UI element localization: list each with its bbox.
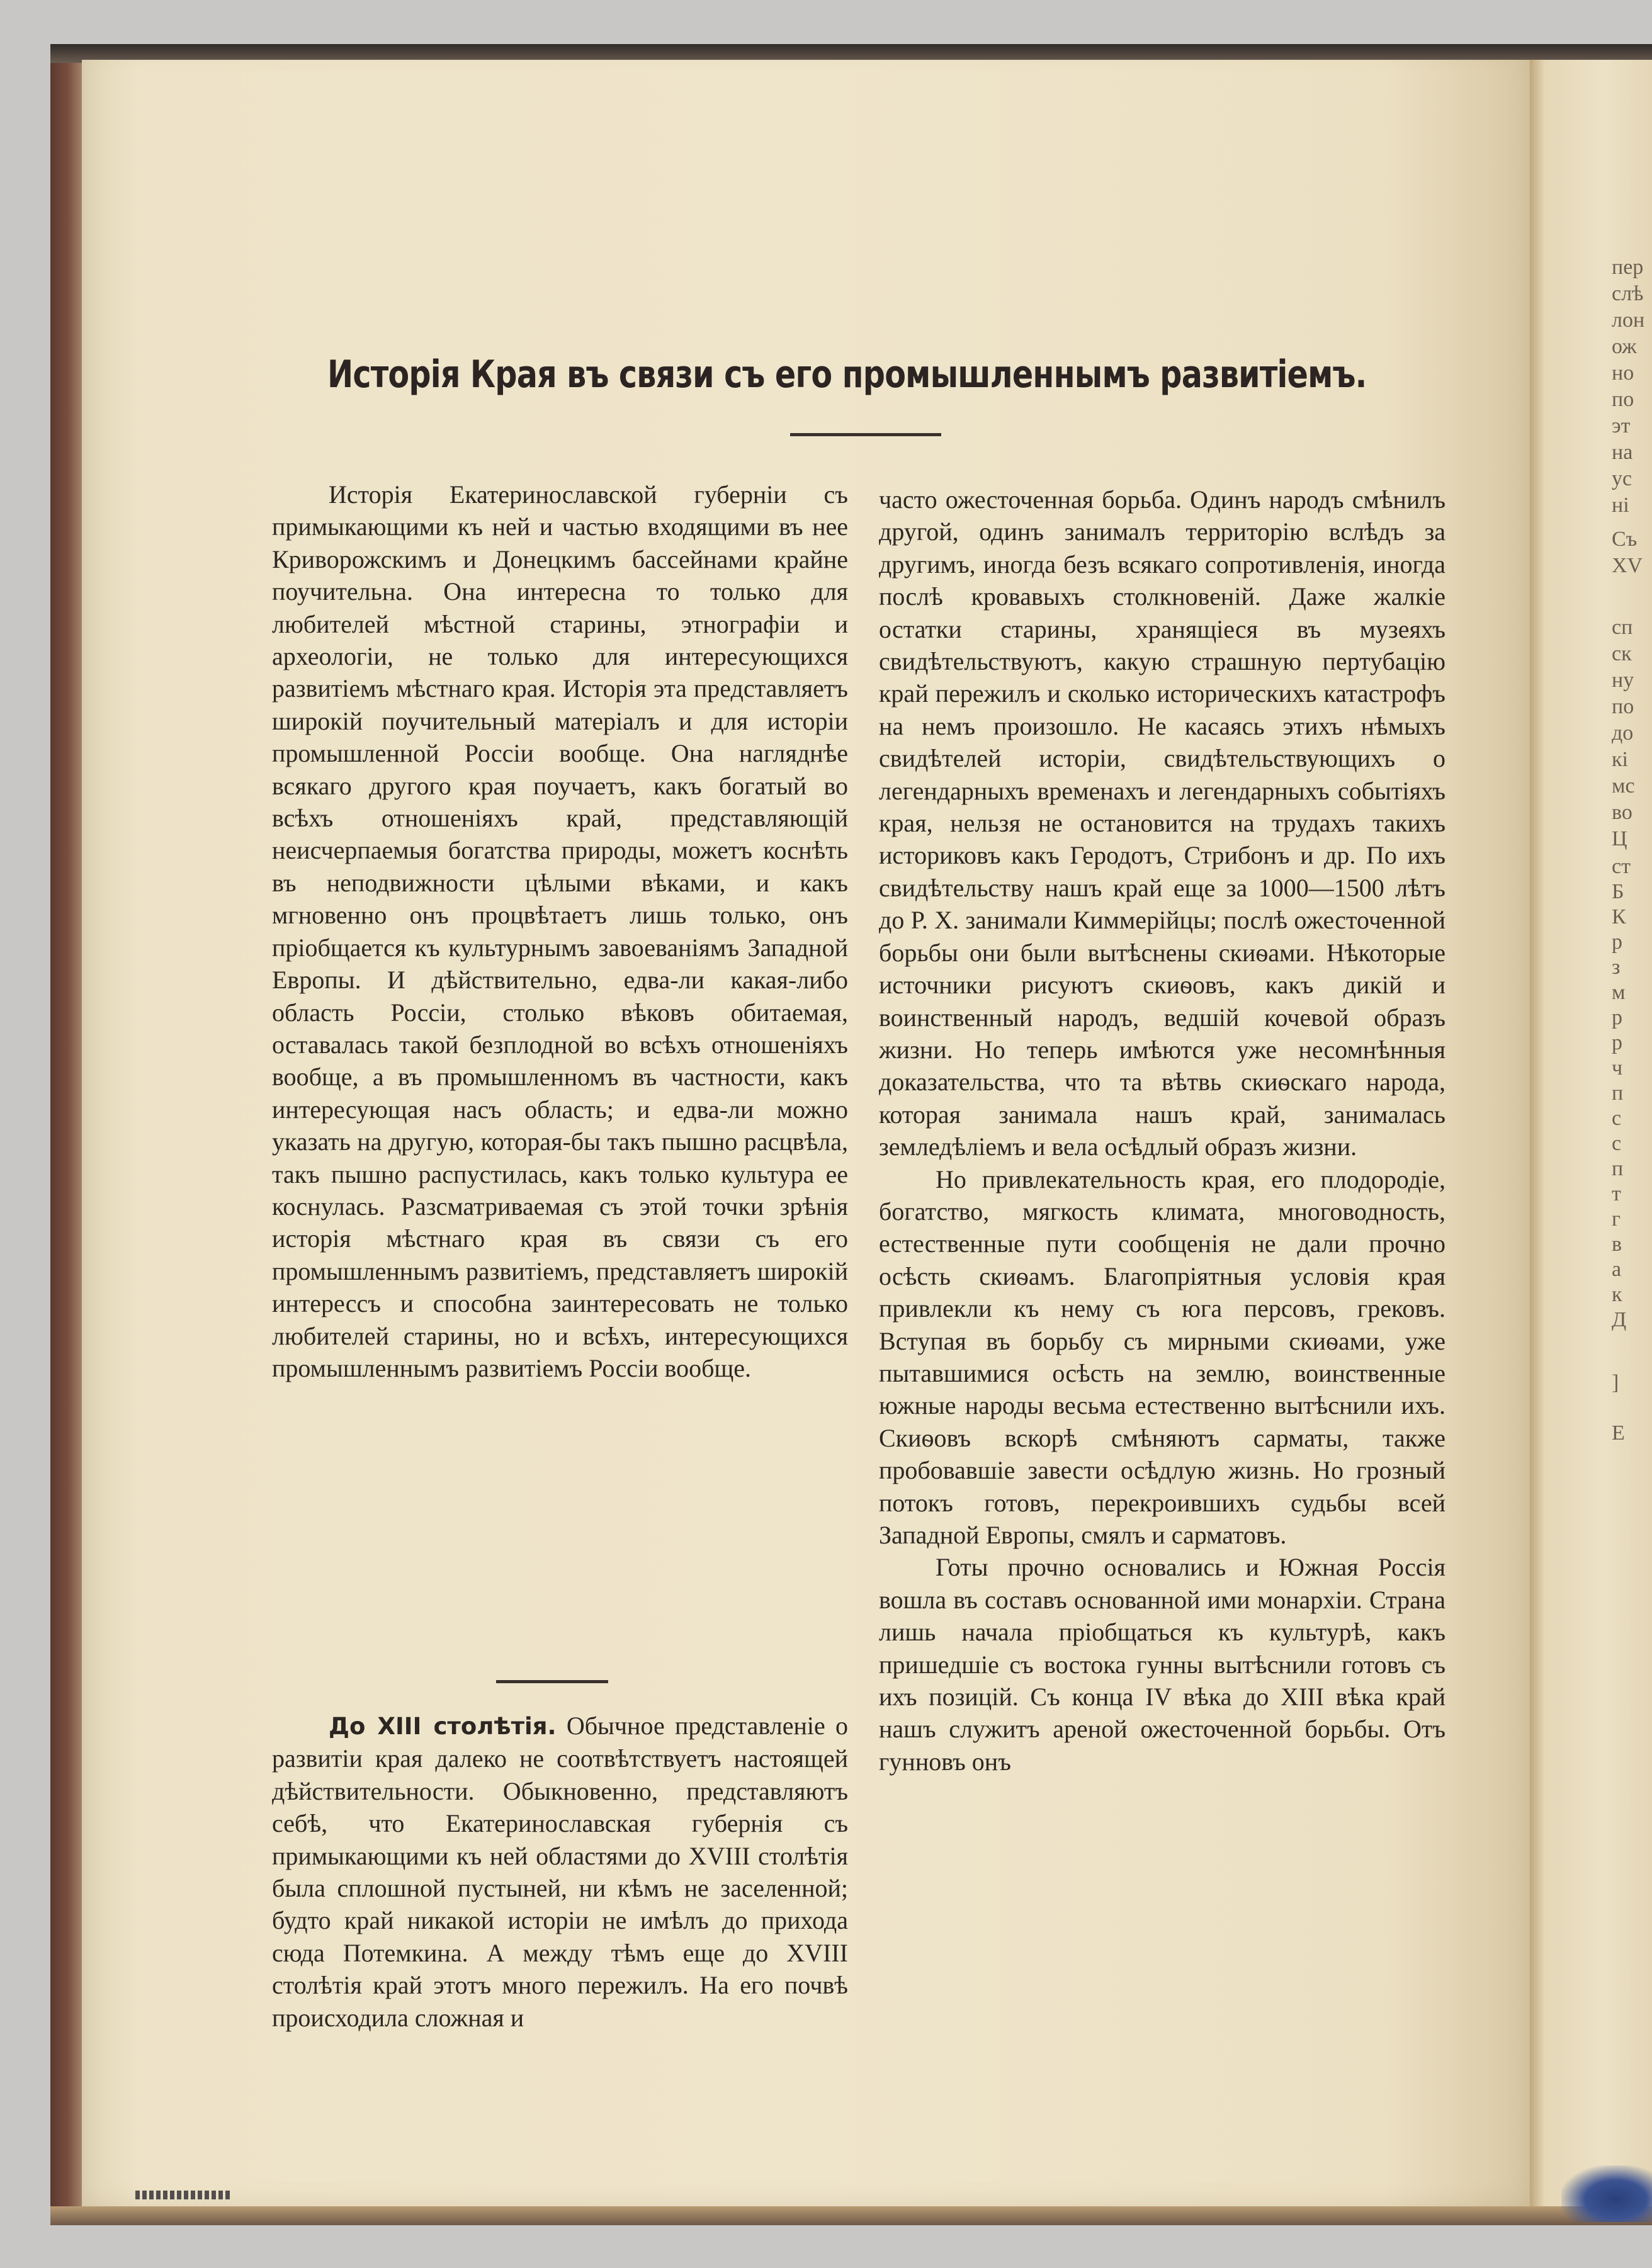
next-page-fragment: з xyxy=(1612,956,1621,979)
next-page-fragment: сп xyxy=(1612,616,1633,639)
next-page-fragment: ] xyxy=(1612,1371,1619,1394)
next-page-fragment: Д xyxy=(1612,1308,1627,1331)
next-page-fragment: слѣ xyxy=(1612,282,1644,305)
next-page-fragment: к xyxy=(1612,1283,1622,1306)
next-page-fragment: ну xyxy=(1612,669,1634,692)
next-page-fragment: до xyxy=(1612,721,1634,745)
right-paragraph-2: Но привлекательность края, его плодородіе, богатство, мягкость климата, многоводность, естественные пути сообщенія не дали прочно осѣсть скиѳамъ. Благопріятныя условія края привлекли къ нему съ юга персовъ, грековъ. Вступая въ борьбу съ мирными скиѳами, уже пытавшимися осѣсть на землю, воинственные южные народы весьма естественно вытѣснили ихъ. Скиѳовъ вскорѣ смѣняютъ сарматы, также пробовавшіе завести осѣдлую жизнь. Но грозный потокъ готовъ, перекроившихъ судьбы всей Западной Европы, смялъ и сарматовъ. xyxy=(879,1165,1445,1549)
next-page-fragment: мс xyxy=(1612,774,1635,798)
next-page-fragment: Е xyxy=(1612,1421,1625,1445)
right-paragraph-3: Готы прочно основались и Южная Россія вошла въ составъ основанной ими монархіи. Страна лишь начала пріобщаться къ культурѣ, какъ пришедшіе съ востока гунны вытѣснили готовъ съ ихъ позицій. Съ конца IV вѣка до XIII вѣка край нашъ служитъ ареной ожесточенной борьбы. Отъ гунновъ онъ xyxy=(879,1553,1445,1776)
next-page-fragment: ск xyxy=(1612,642,1632,665)
next-page-fragment: ус xyxy=(1612,467,1632,490)
next-page-fragment: р xyxy=(1612,930,1622,954)
next-page-fragment: г xyxy=(1612,1207,1621,1231)
next-page-fragment: К xyxy=(1612,905,1626,928)
next-page-fragment: по xyxy=(1612,388,1634,411)
next-page-fragment: на xyxy=(1612,441,1633,464)
next-page-fragment: ож xyxy=(1612,335,1637,358)
next-page-fragment: т xyxy=(1612,1182,1621,1205)
next-page-fragment: Съ xyxy=(1612,528,1638,551)
next-page-fragment: с xyxy=(1612,1132,1622,1155)
next-page-fragment: эт xyxy=(1612,414,1631,437)
next-page-fragment: п xyxy=(1612,1157,1624,1180)
next-page-fragment: ч xyxy=(1612,1056,1623,1080)
next-page-fragment: пер xyxy=(1612,256,1644,279)
next-page-fragment: с xyxy=(1612,1107,1622,1130)
next-page-fragment: XV xyxy=(1612,554,1643,577)
next-page-fragment: во xyxy=(1612,801,1632,824)
next-page-fragment: но xyxy=(1612,361,1634,385)
section-text: Обычное представленіе о развитіи края далеко не соотвѣтствуетъ настоящей дѣйствительности. Обыкновенно, представляютъ себѣ, что Екатеринославская губернія съ примыкающими къ ней областями до XVIII столѣтія была сплошной пустыней, ни кѣмъ не заселенной; будто край никакой исторіи не имѣлъ до прихода сюда Потемкина. А между тѣмъ еще до XVIII столѣтія край этотъ много пережилъ. На его почвѣ происходила сложная и xyxy=(272,1712,849,2032)
next-page-fragment: по xyxy=(1612,695,1634,718)
next-page-fragment: лон xyxy=(1612,308,1645,332)
next-page-edge xyxy=(1530,60,1652,2219)
column-left-top xyxy=(272,478,848,1384)
next-page-fragment: ні xyxy=(1612,494,1629,517)
next-page-fragment: ст xyxy=(1612,855,1631,878)
next-page-fragment: Ц xyxy=(1612,827,1627,850)
title-divider xyxy=(790,433,941,436)
article-title: Исторія Края въ связи съ его промышленнымъ развитіемъ. xyxy=(327,353,1367,397)
next-page-fragment: в xyxy=(1612,1233,1622,1256)
intro-paragraph: Исторія Екатеринославской губерніи съ примыкающими къ ней и частью входящими въ нее Криворожскимъ и Донецкимъ бассейнами крайне поучительна. Она интересна то только для любителей мѣстной старины, этнографіи и археологіи, не только для интересующихся развитіемъ мѣстнаго края. Исторія эта представляетъ широкій поучительный матеріалъ и для исторіи промышленной Россіи вообще. Она нагляднѣе всякаго другого края поучаетъ, какъ богатый во всѣхъ отношеніяхъ край, представляющій неисчерпаемыя богатства природы, можетъ коснѣть въ неподвижности цѣлыми вѣками, и какъ мгновенно онъ процвѣтаетъ лишь только, онъ пріобщается къ культурнымъ завоеваніямъ Западной Европы. И дѣйствительно, едва-ли какая-либо область Россіи, столько вѣковъ обитаемая, оставалась такой безплодной во всѣхъ отношеніяхъ вообще, а въ промышленномъ въ частности, какъ интересующая насъ область; и едва-ли можно указать на другую, которая-бы такъ пышно расцвѣла, такъ пышно распустилась, какъ только культура ее коснулась. Разсматриваемая съ этой точки зрѣнія исторія мѣстнаго края въ связи съ его промышленнымъ развитіемъ, представляетъ широкій интерессъ и способна заинтересовать не только любителей старины, но и всѣхъ, интересующихся промышленнымъ развитіемъ Россіи вообще. xyxy=(272,480,848,1382)
next-page-fragment: м xyxy=(1612,981,1626,1004)
column-left-bottom xyxy=(272,1710,848,2034)
section-divider xyxy=(496,1680,608,1683)
next-page-fragment: кі xyxy=(1612,748,1628,771)
next-page-fragment: Б xyxy=(1612,880,1624,903)
next-page-fragment: п xyxy=(1612,1081,1624,1105)
next-page-fragment: а xyxy=(1612,1258,1622,1281)
section-paragraph xyxy=(272,1710,848,2034)
section-heading: До XIII столѣтія. xyxy=(329,1713,557,1740)
page-bottom-edge xyxy=(50,2206,1652,2225)
column-right xyxy=(879,483,1445,1778)
next-page-fragment: р xyxy=(1612,1006,1622,1029)
next-page-fragment: р xyxy=(1612,1031,1622,1054)
right-paragraph-1: часто ожесточенная борьба. Одинъ народъ смѣнилъ другой, одинъ занималъ территорію вслѣдъ за другимъ, иногда безъ всякаго сопротивленія, иногда послѣ кровавыхъ столкновеній. Даже жалкіе остатки старины, хранящіеся въ музеяхъ свидѣтельствуютъ, какую страшную пертубацію край пережилъ и сколько историческихъ катастрофъ на немъ произошло. Не касаясь этихъ нѣмыхъ свидѣтелей исторіи, свидѣтельствующихъ о легендарныхъ временахъ и легендарныхъ событіяхъ края, нельзя не остановится на трудахъ такихъ историковъ какъ Геродотъ, Стрибонъ и др. По ихъ свидѣтельству нашъ край еще за 1000—1500 лѣтъ до Р. Х. занимали Киммерійцы; послѣ ожесточенной борьбы они были вытѣснены скиѳами. Нѣкоторые источники рисуютъ скиѳовъ, какъ дикій и воинственный народъ, ведшій кочевой образъ жизни. Но теперь имѣются уже несомнѣнныя доказательства, что та вѣтвь скиѳскаго народа, которая занимала нашъ край, занималась земледѣліемъ и вела осѣдлый образъ жизни. xyxy=(879,485,1445,1161)
library-stamp xyxy=(135,2191,230,2199)
blue-stain xyxy=(1561,2165,1652,2222)
